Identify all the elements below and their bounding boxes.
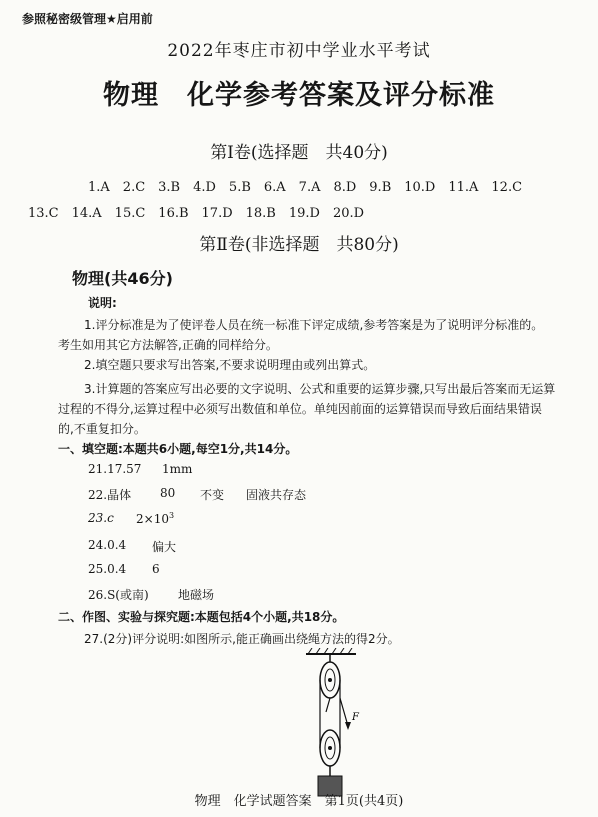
- answer-num: 22.晶体: [88, 488, 132, 502]
- answer-row-22: [0, 486, 598, 502]
- exam-title: 2022年枣庄市初中学业水平考试: [167, 41, 431, 61]
- note1-line1: 1.评分标准是为了使评卷人员在统一标准下评定成绩,参考答案是为了说明评分标准的。: [84, 318, 544, 332]
- answer-value: [136, 511, 174, 526]
- note1-line2: 考生如用其它方法解答,正确的同样给分。: [58, 338, 278, 352]
- answer-value: 固液共存态: [246, 488, 307, 502]
- answer-num: 26.S(或南): [88, 588, 149, 602]
- answer-num: 25.0.4: [88, 562, 127, 576]
- force-arrow: [345, 722, 351, 730]
- answer-num: 21.17.57: [88, 462, 142, 476]
- answer-row-21: [0, 462, 598, 478]
- answer-num: 23.c: [88, 511, 114, 525]
- answer-value-base: 2×10: [136, 512, 169, 526]
- physics-subject-title: 物理(共46分): [72, 269, 173, 288]
- answer-exponent: 3: [168, 511, 175, 520]
- section1-title: 第Ⅰ卷(选择题 共40分): [210, 143, 388, 163]
- note3-line3: 的,不重复扣分。: [58, 422, 146, 436]
- notes-heading: 说明:: [88, 296, 117, 310]
- answer-value: 1mm: [162, 462, 193, 476]
- note3-line1: 3.计算题的答案应写出必要的文字说明、公式和重要的运算步骤,只写出最后答案而无运算: [84, 382, 556, 396]
- answer-value: 偏大: [152, 540, 177, 554]
- experiment-heading: 二、作图、实验与探究题:本题包括4个小题,共18分。: [58, 610, 345, 624]
- choice-answers-line1: 1.A 2.C 3.B 4.D 5.B 6.A 7.A 8.D 9.B 10.D 11.A 12.C: [88, 180, 523, 195]
- rope-hook: [326, 698, 330, 712]
- answer-value: 不变: [200, 488, 225, 502]
- answer-value: 80: [160, 486, 176, 500]
- question-27-note: 27.(2分)评分说明:如图所示,能正确画出绕绳方法的得2分。: [84, 632, 400, 646]
- choice-answers-line2: 13.C 14.A 15.C 16.B 17.D 18.B 19.D 20.D: [28, 206, 365, 221]
- answer-value: 地磁场: [178, 588, 215, 602]
- answer-num: 24.0.4: [88, 538, 127, 552]
- answer-row-24: [0, 538, 598, 554]
- fill-blank-heading: 一、填空题:本题共6小题,每空1分,共14分。: [58, 442, 298, 456]
- page-footer: 物理 化学试题答案 第1页(共4页): [194, 794, 404, 809]
- answer-row-25: [0, 562, 598, 578]
- note2: 2.填空题只要求写出答案,不要求说明理由或列出算式。: [84, 358, 376, 372]
- note3-line2: 过程的不得分,运算过程中必须写出数值和单位。单纯因前面的运算错误而导致后面结果错误: [58, 402, 542, 416]
- section2-title: 第Ⅱ卷(非选择题 共80分): [199, 235, 399, 255]
- answer-row-26: [0, 586, 598, 602]
- rope-free-end: [340, 698, 348, 726]
- main-title: 物理 化学参考答案及评分标准: [103, 80, 495, 111]
- secret-notice: 参照秘密级管理★启用前: [22, 12, 153, 26]
- pulley-diagram: [296, 648, 376, 808]
- answer-row-23: [0, 511, 598, 527]
- answer-value: 6: [152, 562, 160, 576]
- force-label: F: [352, 712, 359, 723]
